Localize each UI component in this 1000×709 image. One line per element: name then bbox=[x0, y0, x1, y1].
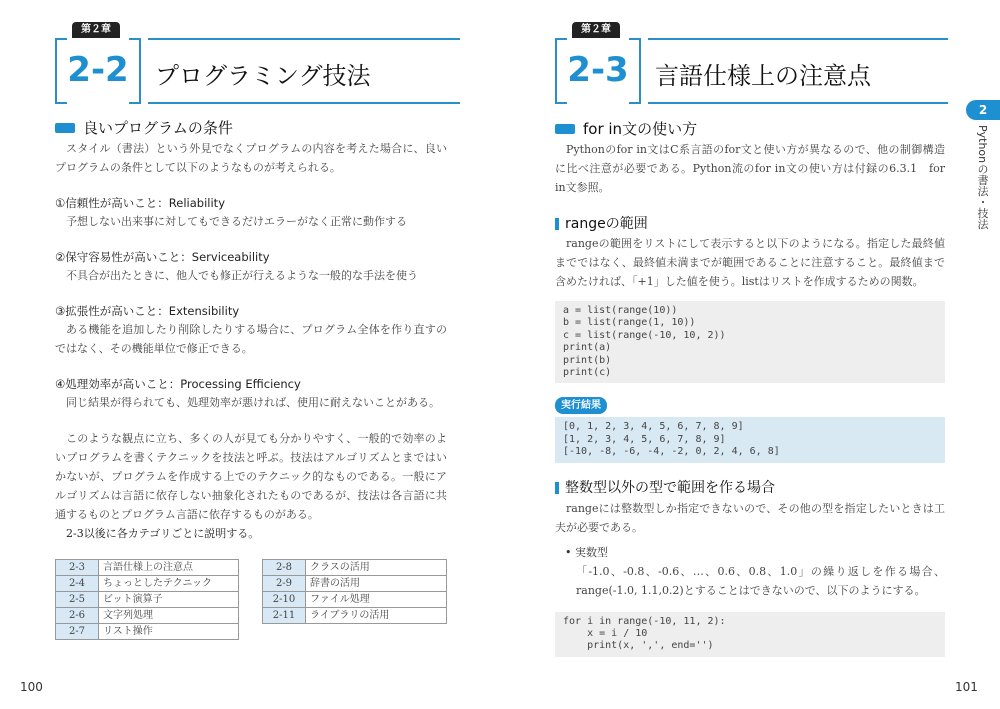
subheading-text: rangeの範囲 bbox=[565, 216, 648, 232]
heading-marker-icon bbox=[555, 124, 575, 134]
result-badge: 実行結果 bbox=[555, 397, 607, 414]
section-table-a bbox=[55, 559, 239, 640]
chapter-tab: 第２章 bbox=[72, 22, 120, 38]
table-row bbox=[263, 560, 447, 576]
table-value: 辞書の活用 bbox=[306, 576, 447, 592]
table-row bbox=[56, 592, 239, 608]
subheading-range bbox=[555, 215, 945, 233]
summary-paragraph: このような観点に立ち、多くの人が見ても分かりやすく、一般的で効率のよいプログラムを書くテクニックを技法と呼ぶ。技法はアルゴリズムとまではいかないが、プログラムを作成する上でのテクニック的なものである。一般にアルゴリズムは言語に依存しない抽象化されたものであるが、技法は各言語に共通するものとプログラム言語に依存するものがある。 bbox=[55, 432, 447, 521]
page-number-left: 100 bbox=[20, 680, 43, 694]
table-row bbox=[56, 624, 239, 640]
table-value: ライブラリの活用 bbox=[306, 608, 447, 624]
table-key: 2-5 bbox=[56, 592, 99, 608]
item-text: 同じ結果が得られても、処理効率が悪ければ、使用に耐えないことがある。 bbox=[66, 396, 440, 409]
table-key: 2-7 bbox=[56, 624, 99, 640]
section-number: 2-3 bbox=[567, 50, 629, 90]
subheading-marker-icon bbox=[555, 218, 559, 230]
chapter-side-label: Pythonの書法・技法 bbox=[976, 125, 989, 230]
item-heading: ②保守容易性が高いこと：Serviceability bbox=[55, 250, 270, 264]
section-heading bbox=[55, 119, 447, 137]
section-heading bbox=[555, 120, 945, 138]
table-key: 2-8 bbox=[263, 560, 306, 576]
table-row bbox=[56, 576, 239, 592]
subheading-nonint bbox=[555, 479, 945, 497]
bullet-item: • 実数型 bbox=[565, 545, 608, 559]
page-number-right: 101 bbox=[955, 680, 978, 694]
item-heading: ④処理効率が高いこと：Processing Efficiency bbox=[55, 377, 301, 391]
table-key: 2-10 bbox=[263, 592, 306, 608]
bullet-text: 「-1.0、-0.8、-0.6、…、0.6、0.8、1.0」の繰り返しを作る場合、range(-1.0, 1.1,0.2)とすることはできないので、以下のようにする。 bbox=[576, 564, 945, 597]
table-value: 言語仕様上の注意点 bbox=[99, 560, 239, 576]
left-column bbox=[55, 119, 447, 640]
right-column bbox=[555, 120, 945, 657]
chapter-side-tab: 2 bbox=[966, 100, 1000, 120]
table-key: 2-6 bbox=[56, 608, 99, 624]
item-heading: ③拡張性が高いこと：Extensibility bbox=[55, 304, 240, 318]
code-block: for i in range(-10, 11, 2): x = i / 10 print(x, ',', end='') bbox=[555, 612, 945, 657]
table-key: 2-11 bbox=[263, 608, 306, 624]
item-text: 予想しない出来事に対してもできるだけエラーがなく正常に動作する bbox=[66, 215, 407, 228]
heading-marker-icon bbox=[55, 123, 75, 133]
table-key: 2-9 bbox=[263, 576, 306, 592]
subheading-text: 整数型以外の型で範囲を作る場合 bbox=[565, 479, 775, 496]
code-block: a = list(range(10)) b = list(range(1, 10)) c = list(range(-10, 10, 2)) print(a) print(b) print(c) bbox=[555, 301, 945, 383]
table-row bbox=[263, 608, 447, 624]
page-title: 言語仕様上の注意点 bbox=[655, 62, 871, 90]
table-value: ちょっとしたテクニック bbox=[99, 576, 239, 592]
section-tables bbox=[55, 559, 447, 640]
table-value: リスト操作 bbox=[99, 624, 239, 640]
table-key: 2-3 bbox=[56, 560, 99, 576]
nonint-paragraph: rangeには整数型しか指定できないので、その他の型を指定したいときは工夫が必要である。 bbox=[555, 501, 945, 534]
intro-paragraph: Pythonのfor in文はC系言語のfor文と使い方が異なるので、他の制御構造に比べ注意が必要である。Python流のfor in文の使い方は付録の6.3.1 for in文参照。 bbox=[555, 143, 945, 194]
next-paragraph: 2-3以後に各カテゴリごとに説明する。 bbox=[66, 527, 260, 540]
table-key: 2-4 bbox=[56, 576, 99, 592]
range-paragraph: rangeの範囲をリストにして表示すると以下のようになる。指定した最終値までではなく、最終値未満までが範囲であることに注意すること。最終値まで含めたければ、「+1」した値を使う。listはリストを作成するための関数。 bbox=[555, 237, 945, 288]
subheading-marker-icon bbox=[555, 482, 559, 494]
item-text: 不具合が出たときに、他人でも修正が行えるような一般的な手法を使う bbox=[66, 269, 418, 282]
result-block: [0, 1, 2, 3, 4, 5, 6, 7, 8, 9] [1, 2, 3, 4, 5, 6, 7, 8, 9] [-10, -8, -6, -4, -2, 0, 2, 4, 6, 8] bbox=[555, 417, 945, 462]
section-table-b bbox=[262, 559, 447, 624]
table-row bbox=[263, 592, 447, 608]
table-value: 文字列処理 bbox=[99, 608, 239, 624]
chapter-tab: 第２章 bbox=[572, 22, 620, 38]
section-heading-text: for in文の使い方 bbox=[583, 120, 698, 138]
table-row bbox=[56, 608, 239, 624]
table-row bbox=[263, 576, 447, 592]
page-title: プログラミング技法 bbox=[155, 62, 371, 90]
table-value: ファイル処理 bbox=[306, 592, 447, 608]
table-row bbox=[56, 560, 239, 576]
intro-paragraph: スタイル（書法）という外見でなくプログラムの内容を考えた場合に、良いプログラムの条件として以下のようなものが考えられる。 bbox=[55, 142, 447, 174]
section-heading-text: 良いプログラムの条件 bbox=[83, 119, 233, 137]
bullet-label: 実数型 bbox=[575, 545, 608, 559]
table-value: クラスの活用 bbox=[306, 560, 447, 576]
item-text: ある機能を追加したり削除したりする場合に、プログラム全体を作り直すのではなく、その機能単位で修正できる。 bbox=[55, 323, 447, 355]
table-value: ビット演算子 bbox=[99, 592, 239, 608]
item-heading: ①信頼性が高いこと：Reliability bbox=[55, 196, 225, 210]
section-number: 2-2 bbox=[67, 50, 129, 90]
